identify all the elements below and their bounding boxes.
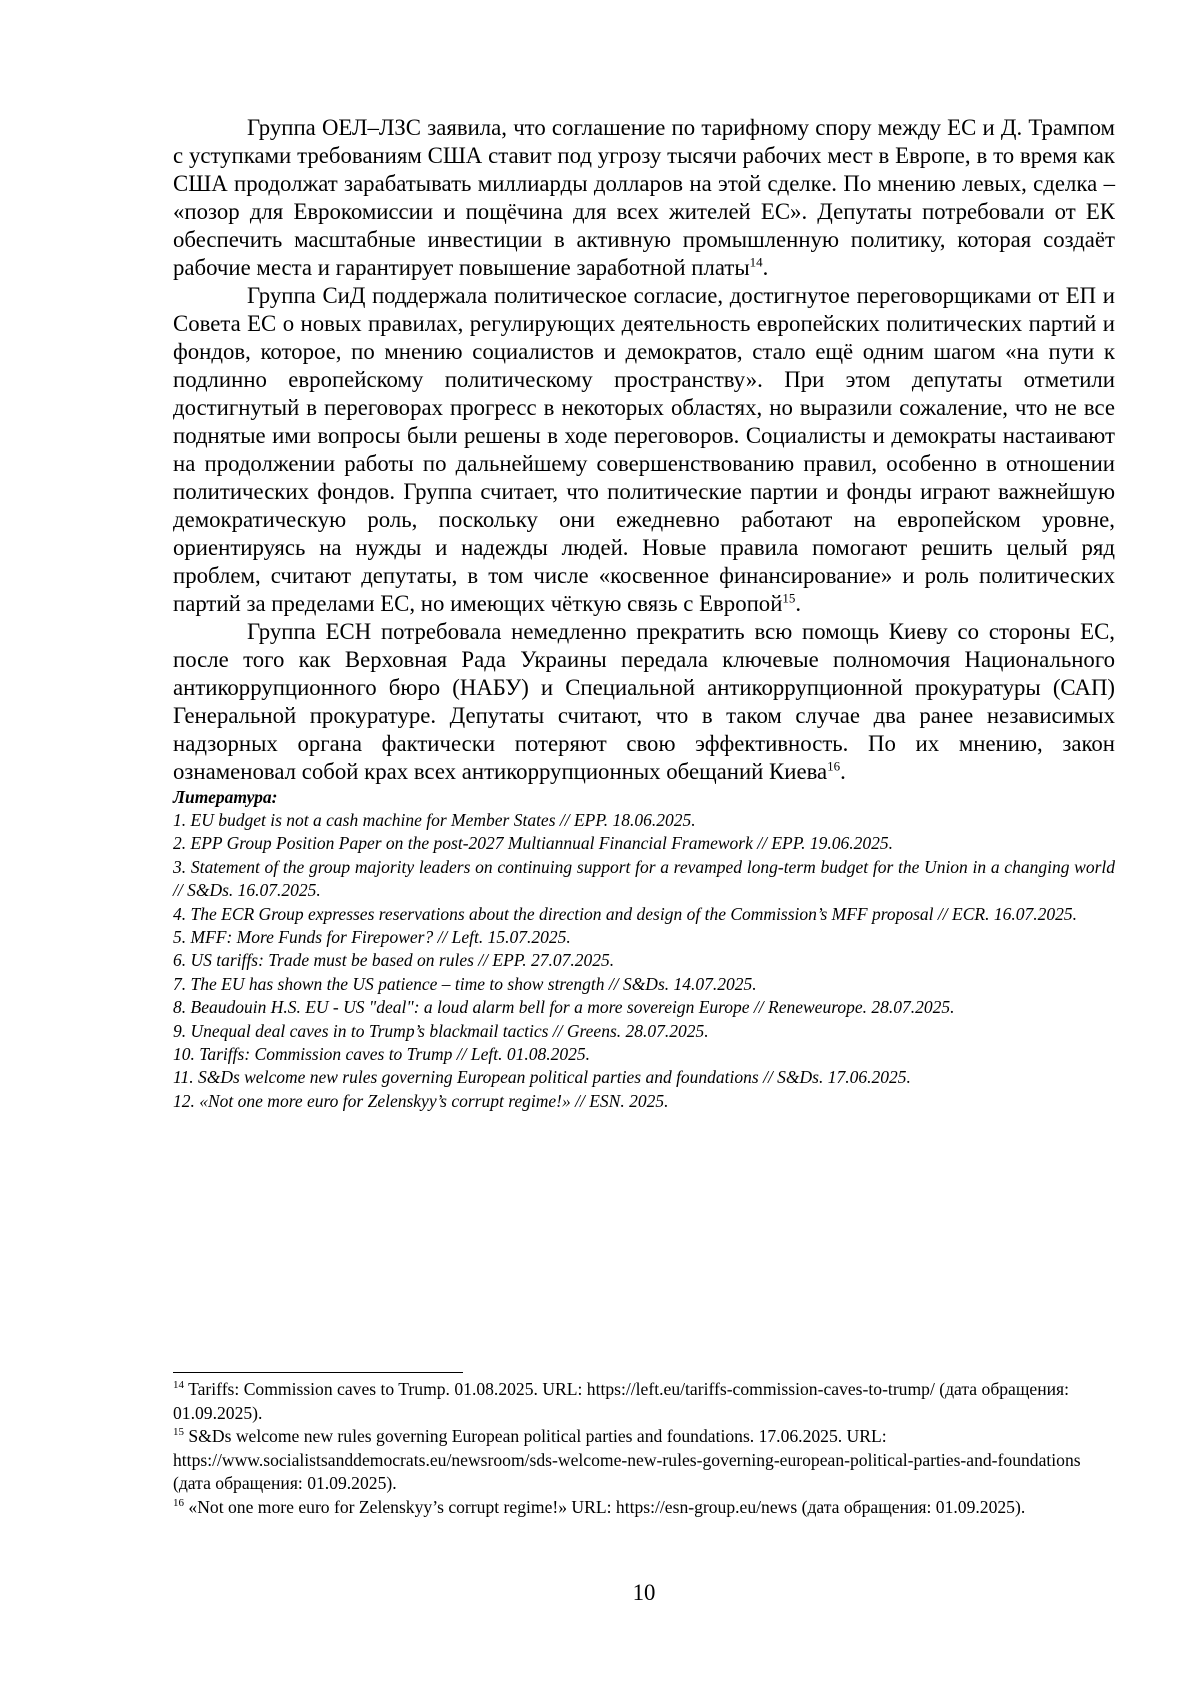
literature-item: 1. EU budget is not a cash machine for Member States // EPP. 18.06.2025. [173,810,696,830]
footnotes [173,1378,1115,1520]
literature-item: 5. MFF: More Funds for Firepower? // Left. 15.07.2025. [173,927,571,948]
literature-item: 11. S&Ds welcome new rules governing European political parties and foundations // S&Ds. 17.06.2025. [173,1067,911,1088]
literature-item: 6. US tariffs: Trade must be based on rules // EPP. 27.07.2025. [173,950,615,971]
footnote-15: $^{15}$ S&Ds welcome new rules governing European political parties and foundations. 17.06.2025. URL: https://www.socialistsanddemocrats.eu/newsroom/sds-welcome-new-rules-governing-european-political-parties-and-foundations (дата обращения: 01.09.2025). [173,1426,1081,1494]
footnote-16: $^{16}$ «Not one more euro for Zelenskyy’s corrupt regime!» URL: https://esn-group.eu/news (дата обращения: 01.09.2025). [173,1496,1026,1517]
footnote-separator [173,1372,463,1373]
literature-item: 12. «Not one more euro for Zelenskyy’s corrupt regime!» // ESN. 2025. [173,1090,669,1111]
literature-item: 9. Unequal deal caves in to Trump’s blackmail tactics // Greens. 28.07.2025. [173,1020,709,1041]
footnote-ref-16[interactable]: 16 [827,758,841,774]
literature-item: 4. The ECR Group expresses reservations about the direction and design of the Commission’s MFF proposal // ECR. 16.07.2025. [173,903,1077,924]
literature-item: 2. EPP Group Position Paper on the post-2027 Multiannual Financial Framework // EPP. 19.06.2025. [173,833,894,854]
literature-item: 10. Tariffs: Commission caves to Trump // Left. 01.08.2025. [173,1044,590,1065]
literature-item: 7. The EU has shown the US patience – time to show strength // S&Ds. 14.07.2025. [173,973,757,994]
footnote-14: $^{14}$ Tariffs: Commission caves to Trump. 01.08.2025. URL: https://left.eu/tariffs-commission-caves-to-trump/ (дата обращения: 01.09.2025). [173,1379,1070,1423]
page-number: 10 [632,1580,656,1605]
footnote-ref-15[interactable]: 15 [782,590,796,606]
footnote-ref-14[interactable]: 14 [749,254,763,270]
main-text [173,114,1115,1113]
paragraph-sd: Группа СиД поддержала политическое согласие, достигнутое переговорщиками от ЕП и Совета ЕС о новых правилах, регулирующих деятельность европейских политических партий и фондов, которое, по мнению социалистов и демократов, стало ещё одним шагом «на пути к подлинно европейскому политическому пространству». При этом депутаты отметили достигнутый в переговорах прогресс в некоторых областях, но выразили сожаление, что не все поднятые ими вопросы были решены в ходе переговоров. Социалисты и демократы настаивают на продолжении работы по дальнейшему совершенствованию правил, особенно в отношении политических фондов. Группа считает, что политические партии и фонды играют важнейшую демократическую роль, поскольку они ежедневно работают на европейском уровне, ориентируясь на нужды и надежды людей. Новые правила помогают решить целый ряд проблем, считают депутаты, в том числе «косвенное финансирование» и роль политических партий за пределами ЕС, но имеющих чёткую связь с Европой$^{15}$. [173,283,1115,616]
paragraph-esn: Группа ЕСН потребовала немедленно прекратить всю помощь Киеву со стороны ЕС, после того как Верховная Рада Украины передала ключевые полномочия Национального антикоррупционного бюро (НАБУ) и Специальной антикоррупционной прокуратуры (САП) Генеральной прокуратуре. Депутаты считают, что в таком случае два ранее независимых надзорных органа фактически потеряют свою эффективность. По их мнению, закон ознаменовал собой крах всех антикоррупционных обещаний Киева$^{16}$. [173,619,1115,784]
literature-list [173,809,1115,1113]
literature-item: 3. Statement of the group majority leaders on continuing support for a revamped long-term budget for the Union in a changing world // S&Ds. 16.07.2025. [173,856,1115,901]
literature-heading: Литература: [173,787,278,807]
literature-item: 8. Beaudouin H.S. EU - US "deal": a loud alarm bell for a more sovereign Europe // Reneweurope. 28.07.2025. [173,997,955,1018]
paragraph-gue-ngl: Группа ОЕЛ–ЛЗС заявила, что соглашение по тарифному спору между ЕС и Д. Трампом с уступками требованиям США ставит под угрозу тысячи рабочих мест в Европе, в то время как США продолжат зарабатывать миллиарды долларов на этой сделке. По мнению левых, сделка – «позор для Еврокомиссии и пощёчина для всех жителей ЕС». Депутаты потребовали от ЕК обеспечить масштабные инвестиции в активную промышленную политику, которая создаёт рабочие места и гарантирует повышение заработной платы$^{14}$. [173,115,1115,280]
